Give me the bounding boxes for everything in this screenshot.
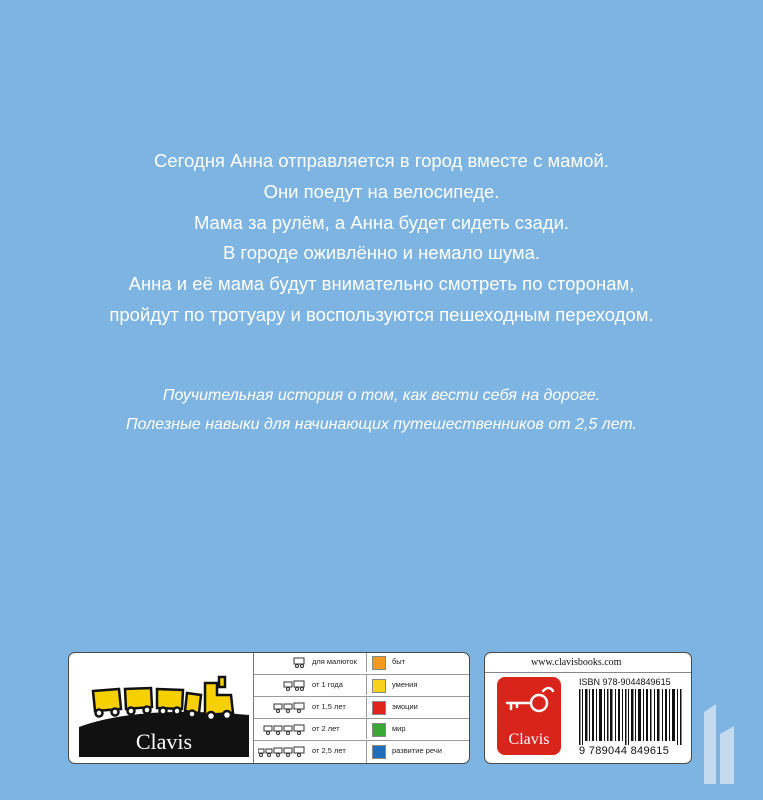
train-icon	[79, 669, 249, 729]
category-swatch	[372, 656, 386, 670]
barcode-digits: 9 789044 849615	[579, 745, 670, 757]
key-icon	[497, 681, 561, 731]
age-category-panel	[68, 652, 470, 764]
description-line: Они поедут на велосипеде.	[263, 180, 500, 202]
age-label: от 2,5 лет	[312, 746, 346, 755]
category-label: быт	[392, 657, 406, 666]
divider	[485, 672, 691, 673]
age-label: для малюток	[312, 657, 357, 666]
clavis-key-logo	[497, 677, 561, 755]
train-4-car-icon	[258, 723, 308, 735]
clavis-logo-text: Clavis	[135, 729, 193, 754]
age-row	[254, 696, 470, 717]
age-row	[254, 652, 470, 673]
description-line: Мама за рулём, а Анна будет сидеть сзади.	[193, 211, 570, 233]
category-label: развитие речи	[392, 746, 442, 755]
category-swatch	[372, 679, 386, 693]
tagline-line: Полезные навыки для начинающих путешественников от 2,5 лет.	[125, 416, 638, 433]
age-label: от 1,5 лет	[312, 702, 346, 711]
age-category-grid	[253, 653, 470, 763]
category-label: эмоции	[392, 702, 418, 711]
website-text: www.clavisbooks.com	[531, 657, 622, 668]
category-label: мир	[392, 724, 406, 733]
tagline-line: Поучительная история о том, как вести себя на дороге.	[162, 387, 601, 404]
train-1-car-icon	[258, 656, 308, 668]
category-swatch	[372, 745, 386, 759]
age-label: от 2 лет	[312, 724, 340, 733]
category-swatch	[372, 723, 386, 737]
description-line: В городе оживлённо и немало шума.	[222, 242, 541, 264]
category-swatch	[372, 701, 386, 715]
tagline-text	[0, 381, 763, 439]
isbn-panel	[484, 652, 692, 764]
barcode-icon	[579, 689, 683, 745]
train-3-car-icon	[258, 701, 308, 713]
clavis-train-logo	[69, 653, 253, 763]
description-line: пройдут по тротуару и воспользуются пешеходным переходом.	[109, 303, 654, 325]
clavis-logo-bar	[79, 727, 249, 757]
train-5-car-icon	[258, 745, 308, 757]
isbn-label: ISBN 978-9044849615	[579, 677, 671, 687]
description-text	[0, 146, 763, 331]
description-line: Сегодня Анна отправляется в город вместе с мамой.	[154, 150, 609, 171]
age-row	[254, 674, 470, 695]
description-line: Анна и её мама будут внимательно смотреть по сторонам,	[128, 273, 635, 295]
category-label: умения	[392, 680, 418, 689]
train-2-car-icon	[258, 679, 308, 691]
age-row	[254, 718, 470, 739]
watermark-icon	[696, 704, 746, 784]
age-label: от 1 года	[312, 680, 343, 689]
age-row	[254, 740, 470, 764]
clavis-logo-text: Clavis	[508, 731, 550, 748]
